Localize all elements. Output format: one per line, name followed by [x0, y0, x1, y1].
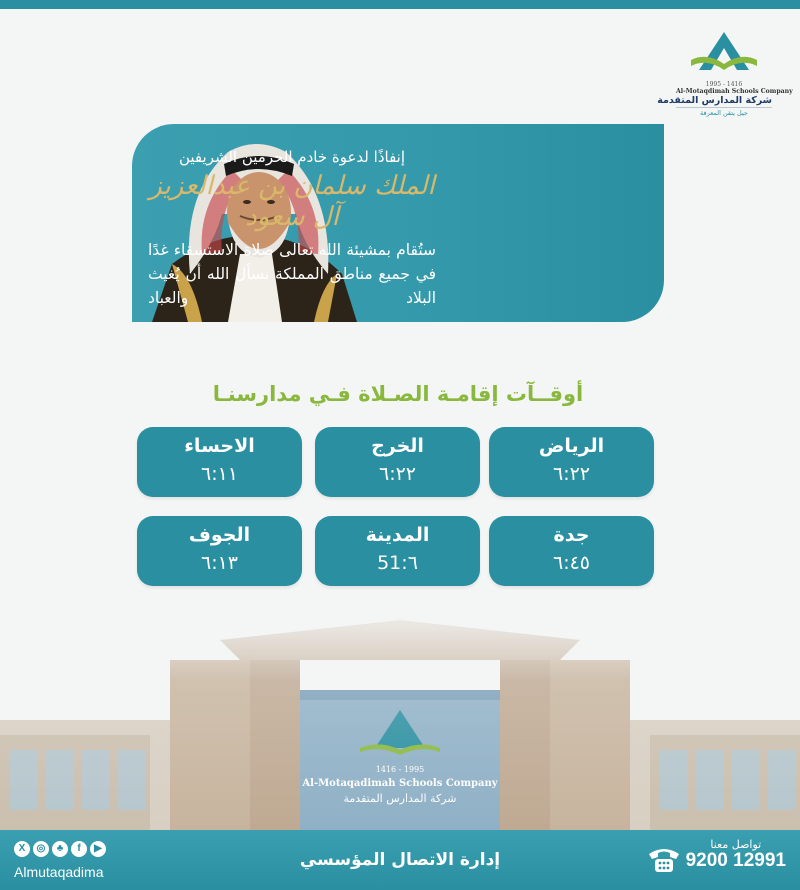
- phone-number[interactable]: 9200 12991: [685, 850, 786, 871]
- prayer-time: ٦:١١: [200, 462, 239, 485]
- prayer-time: ٦:51: [377, 551, 418, 574]
- king-name-calligraphy: الملك سلمان بن عبدالعزيز آل سعود: [149, 171, 435, 233]
- city-card-kharj: [315, 427, 480, 497]
- instagram-icon[interactable]: ◎: [33, 841, 49, 857]
- phone-icon: [646, 844, 682, 874]
- prayer-time: ٦:١٣: [200, 551, 239, 574]
- logo-name-ar: شركة المدارس المتقدمة: [657, 95, 772, 106]
- snapchat-icon[interactable]: ♣: [52, 841, 68, 857]
- city-name: المدينة: [365, 524, 430, 546]
- city-card-riyadh: [489, 427, 654, 497]
- announcement-banner: [132, 124, 664, 322]
- social-handle[interactable]: Almutaqadima: [14, 864, 104, 880]
- city-name: الخرج: [371, 435, 424, 457]
- pyramid-book-logo-icon: [687, 30, 761, 80]
- city-card-ahsa: [137, 427, 302, 497]
- banner-text: [142, 146, 442, 310]
- x-icon[interactable]: X: [14, 841, 30, 857]
- city-name: الرياض: [538, 435, 605, 457]
- city-card-jouf: [137, 516, 302, 586]
- city-card-madinah: [315, 516, 480, 586]
- city-name: الجوف: [188, 524, 251, 546]
- logo-tagline: جيل يتقن المعرفة: [676, 107, 772, 117]
- footer-bar: [0, 830, 800, 890]
- youtube-icon[interactable]: ▶: [90, 841, 106, 857]
- top-bar: [0, 0, 800, 9]
- department-name: إدارة الاتصال المؤسسي: [299, 850, 501, 870]
- banner-body: ستُقام بمشيئة الله تعالى صلاة الاستسقاء غدًا في جميع مناطق المملكة نسأل الله أن يُغيث البلاد والعباد: [148, 240, 436, 307]
- prayer-times-heading: أوقــآت إقامـة الصـلاة فـي مدارسنـا: [212, 382, 584, 406]
- contact-info: [686, 838, 786, 872]
- prayer-time: ٦:٤٥: [552, 551, 591, 574]
- school-building-image: [0, 600, 800, 830]
- prayer-time: ٦:٢٢: [552, 462, 591, 485]
- city-name: جدة: [553, 524, 590, 546]
- company-logo: [657, 30, 793, 122]
- social-icons: [14, 841, 106, 857]
- contact-label: تواصل معنا: [710, 838, 762, 851]
- city-card-jeddah: [489, 516, 654, 586]
- banner-intro: إنفاذًا لدعوة خادم الحرمين الشريفين: [178, 148, 405, 166]
- logo-years: 1995 - 1416: [705, 81, 743, 88]
- prayer-time: ٦:٢٢: [378, 462, 417, 485]
- city-name: الاحساء: [184, 435, 255, 457]
- facebook-icon[interactable]: f: [71, 841, 87, 857]
- logo-name-en: Al-Motaqdimah Schools Company: [676, 88, 793, 95]
